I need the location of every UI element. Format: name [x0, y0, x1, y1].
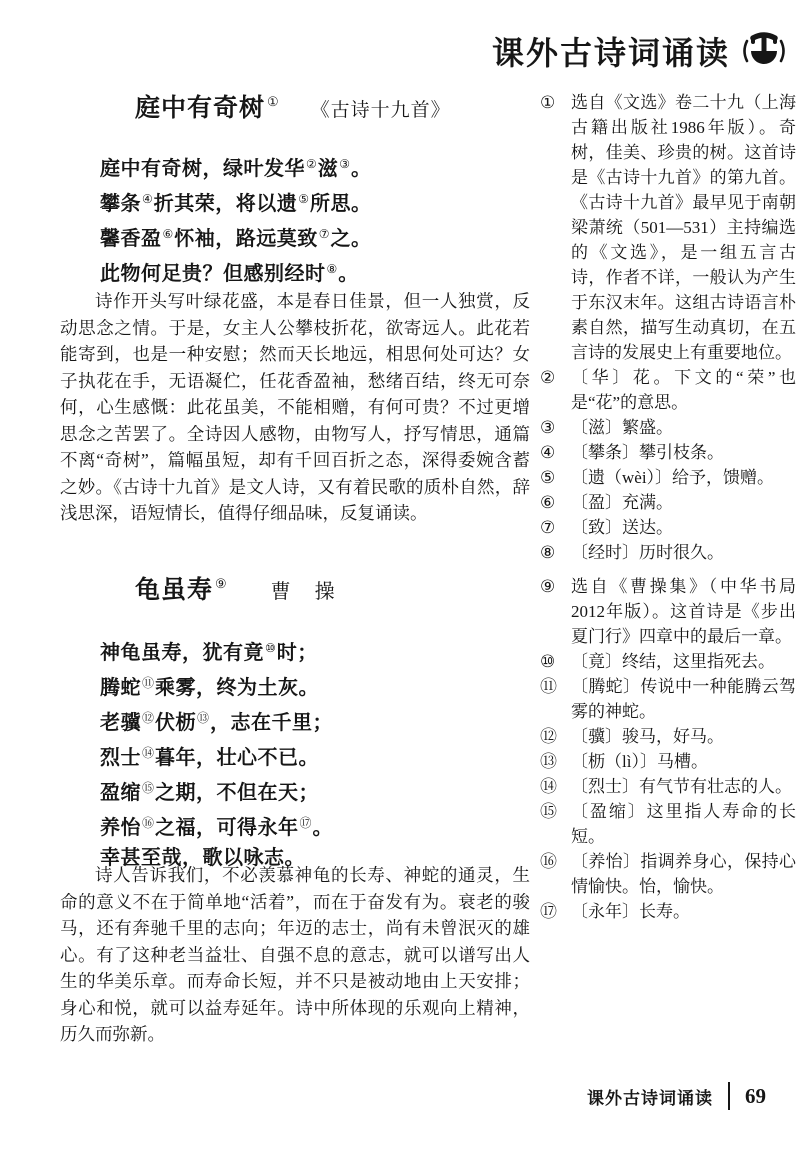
note-ref: ⑪ [142, 676, 155, 690]
annotation-text: 〔滋〕繁盛。 [571, 418, 673, 437]
annotation-item [540, 365, 796, 415]
annotation-number: ⑰ [540, 902, 557, 921]
annotation-item [540, 90, 796, 365]
note-ref: ⑮ [142, 781, 155, 795]
annotation-number: ⑮ [540, 802, 557, 821]
poem-line: 馨香盈⑥怀袖，路远莫致⑦之。 [100, 227, 372, 250]
note-ref: ⑩ [265, 641, 276, 655]
annotation-item [540, 440, 796, 465]
annotation-text: 〔遗（wèi）〕给予，馈赠。 [571, 468, 775, 487]
page-number: 69 [745, 1083, 766, 1108]
footer [0, 1082, 766, 1110]
annotation-item [540, 899, 796, 924]
note-ref: ⑯ [142, 816, 155, 830]
note-ref: ③ [339, 157, 351, 171]
poem1-commentary: 诗作开头写叶绿花盛，本是春日佳景，但一人独赏，反动思念之情。于是，女主人公攀枝折花，欲寄远人。此花若能寄到，也是一种安慰；然而天长地远，相思何处可达？女子执花在手，无语凝伫，任花香盈袖，愁绪百结，终无可奈何，心生感慨：此花虽美，不能相赠，有何可贵？不过更增思念之苦罢了。全诗因人感物，由物写人，抒写情思，通篇不离“奇树”，篇幅虽短，却有千回百折之态，深得委婉含蓄之妙。《古诗十九首》是文人诗，又有着民歌的质朴自然，辞浅思深，语短情长，值得仔细品味，反复诵读。 [60, 291, 530, 523]
annotation-number: ⑤ [540, 468, 556, 487]
annotation-item [540, 649, 796, 674]
annotation-number: ⑯ [540, 852, 557, 871]
annotation-text: 〔竟〕终结，这里指死去。 [571, 652, 775, 671]
annotation-item [540, 749, 796, 774]
poem2-body [100, 633, 333, 873]
annotation-number: ⑦ [540, 518, 556, 537]
header [492, 28, 788, 74]
annotation-item [540, 490, 796, 515]
poem1-source: 《古诗十九首》 [310, 100, 451, 121]
annotation-text: 〔烈士〕有气节有壮志的人。 [571, 777, 792, 796]
annotation-text: 〔永年〕长寿。 [571, 902, 690, 921]
note-ref: ⑦ [318, 227, 330, 241]
poem-line: 幸甚至哉，歌以咏志。 [100, 847, 305, 869]
annotation-text: 〔华〕花。下文的“荣”也是“花”的意思。 [571, 368, 796, 412]
note-ref: ④ [142, 192, 153, 206]
poem1-title: 庭中有奇树 [135, 95, 266, 122]
annotation-text: 〔攀条〕攀引枝条。 [571, 443, 724, 462]
annotation-number: ⑪ [540, 677, 557, 696]
note-ref: ⑰ [299, 816, 312, 830]
poem-line: 养怡⑯之福，可得永年⑰。 [100, 816, 334, 839]
poem2-title: 龟虽寿 [135, 577, 214, 604]
annotation-number: ⑬ [540, 752, 557, 771]
annotation-number: ① [540, 93, 556, 112]
annotation-number: ④ [540, 443, 556, 462]
annotation-item [540, 540, 796, 565]
poem-line: 老骥⑫伏枥⑬，志在千里； [100, 711, 334, 734]
poem-line: 盈缩⑮之期，不但在天； [100, 781, 320, 804]
annotation-item [540, 799, 796, 849]
volume-emblem-icon [740, 29, 788, 73]
annotations-group1 [540, 90, 796, 565]
poem-line: 烈士⑭暮年，壮心不已。 [100, 746, 320, 769]
poem2-note-ref: ⑨ [215, 576, 227, 591]
note-ref: ② [306, 157, 317, 171]
annotation-text: 〔盈〕充满。 [571, 493, 673, 512]
annotation-text: 〔盈缩〕这里指人寿命的长短。 [571, 802, 796, 846]
poem2-commentary: 诗人告诉我们，不必羡慕神龟的长寿、神蛇的通灵，生命的意义不在于简单地“活着”，而在于奋发有为。衰老的骏马，还有奔驰千里的志向；年迈的志士，尚有未曾泯灭的雄心。有了这种老当益壮、自强不息的意志，就可以谱写出人生的华美乐章。而寿命长短，并不只是被动地由上天安排；身心和悦，就可以益寿延年。诗中所体现的乐观向上精神，历久而弥新。 [60, 865, 530, 1044]
annotations-group2 [540, 574, 796, 924]
note-ref: ⑤ [298, 192, 310, 206]
poem-line: 神龟虽寿，犹有竟⑩时； [100, 641, 318, 664]
poem1-body [100, 149, 372, 289]
poem-line: 庭中有奇树，绿叶发华②滋③。 [100, 157, 372, 180]
annotation-item [540, 774, 796, 799]
annotation-item [540, 515, 796, 540]
annotation-item [540, 465, 796, 490]
annotation-text: 选自《文选》卷二十九（上海古籍出版社1986年版）。奇树，佳美、珍贵的树。这首诗是《古诗十九首》的第九首。《古诗十九首》最早见于南朝梁萧统（501—531）主持编选的《文选》，是一组五言古诗，作者不详，一般认为产生于东汉末年。这组古诗语言朴素自然，描写生动真切，在五言诗的发展史上有重要地位。 [571, 93, 796, 362]
annotation-item [540, 674, 796, 724]
annotation-text: 〔枥（lì）〕马槽。 [571, 752, 708, 771]
annotation-text: 选自《曹操集》（中华书局2012年版）。这首诗是《步出夏门行》四章中的最后一章。 [571, 577, 796, 646]
annotation-number: ⑫ [540, 727, 557, 746]
note-ref: ⑥ [162, 227, 174, 241]
annotation-text: 〔腾蛇〕传说中一种能腾云驾雾的神蛇。 [571, 677, 796, 721]
note-ref: ⑧ [326, 262, 338, 276]
poem2-title-row [135, 570, 337, 606]
annotation-text: 〔致〕送达。 [571, 518, 673, 537]
annotation-text: 〔骥〕骏马，好马。 [571, 727, 724, 746]
note-ref: ⑬ [197, 711, 210, 725]
annotation-number: ⑩ [540, 652, 556, 671]
annotation-number: ⑭ [540, 777, 557, 796]
poem1-note-ref: ① [267, 94, 279, 109]
poem2-author: 曹 操 [270, 581, 337, 603]
annotation-text: 〔养怡〕指调养身心，保持心情愉快。怡，愉快。 [571, 852, 796, 896]
annotation-number: ③ [540, 418, 556, 437]
poem-line: 此物何足贵？但感别经时⑧。 [100, 262, 359, 285]
annotation-text: 〔经时〕历时很久。 [571, 543, 724, 562]
annotation-number: ⑨ [540, 577, 556, 596]
poem-line: 腾蛇⑪乘雾，终为土灰。 [100, 676, 320, 699]
annotation-item [540, 415, 796, 440]
annotation-number: ⑧ [540, 543, 556, 562]
footer-section-label: 课外古诗词诵读 [587, 1088, 713, 1108]
annotation-item [540, 574, 796, 649]
note-ref: ⑭ [142, 746, 155, 760]
annotation-item [540, 724, 796, 749]
poem1-title-row [135, 88, 451, 124]
footer-divider [728, 1082, 730, 1110]
note-ref: ⑫ [142, 711, 155, 725]
annotation-item [540, 849, 796, 899]
annotation-number: ② [540, 368, 556, 387]
annotation-number: ⑥ [540, 493, 556, 512]
poem-line: 攀条④折其荣，将以遗⑤所思。 [100, 192, 372, 215]
page-title: 课外古诗词诵读 [491, 35, 730, 71]
